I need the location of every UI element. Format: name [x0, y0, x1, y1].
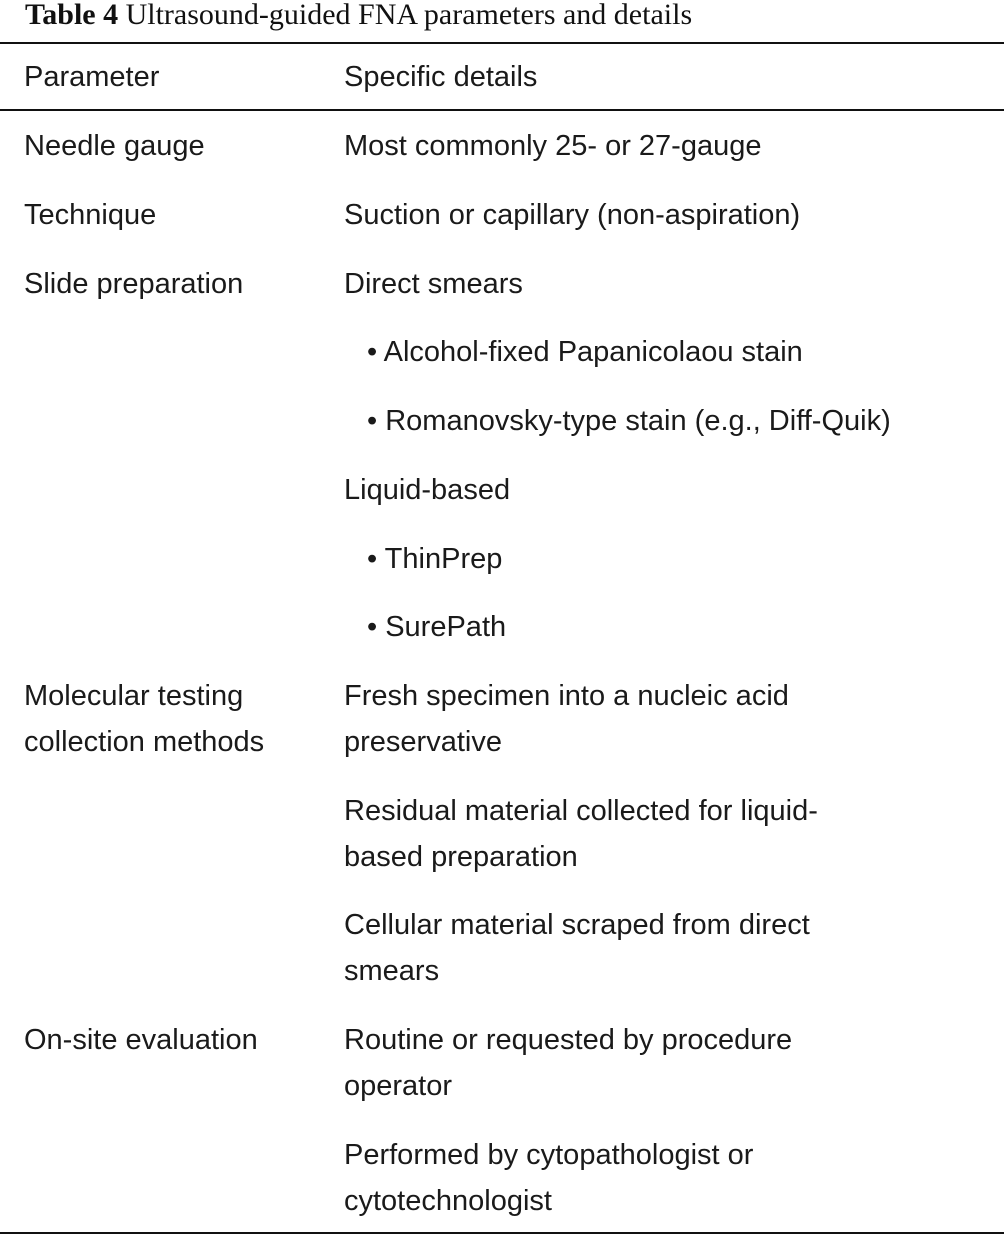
table-bottom-rule — [0, 1232, 1004, 1234]
detail-cellular-material-line-1: Cellular material scraped from direct — [344, 909, 810, 941]
detail-routine-line-1: Routine or requested by procedure — [344, 1024, 793, 1056]
column-header-parameter: Parameter — [24, 61, 160, 93]
list-item-surepath: • SurePath — [367, 611, 507, 643]
detail-residual-material-line-2: based preparation — [344, 841, 578, 873]
table-top-rule — [0, 42, 1004, 44]
detail-direct-smears: Direct smears — [344, 268, 523, 300]
detail-fresh-specimen-line-2: preservative — [344, 726, 502, 758]
table-title: Ultrasound-guided FNA parameters and details — [125, 0, 693, 31]
detail-routine-line-2: operator — [344, 1070, 453, 1102]
list-item-romanovsky: • Romanovsky-type stain (e.g., Diff-Quik) — [367, 405, 891, 437]
header-rule — [0, 109, 1004, 111]
detail-performed-by-line-2: cytotechnologist — [344, 1185, 552, 1217]
table-caption — [25, 0, 692, 34]
detail-technique: Suction or capillary (non-aspiration) — [344, 199, 801, 231]
detail-fresh-specimen-line-1: Fresh specimen into a nucleic acid — [344, 680, 789, 712]
table-number: Table 4 — [25, 0, 119, 31]
list-item-thinprep: • ThinPrep — [367, 543, 503, 575]
param-technique: Technique — [24, 199, 157, 231]
param-on-site-evaluation: On-site evaluation — [24, 1024, 258, 1056]
param-slide-preparation: Slide preparation — [24, 268, 244, 300]
list-item-papanicolaou: • Alcohol-fixed Papanicolaou stain — [367, 336, 803, 368]
param-molecular-line-2: collection methods — [24, 726, 265, 758]
param-molecular-line-1: Molecular testing — [24, 680, 244, 712]
detail-needle-gauge: Most commonly 25- or 27-gauge — [344, 130, 762, 162]
param-needle-gauge: Needle gauge — [24, 130, 205, 162]
detail-performed-by-line-1: Performed by cytopathologist or — [344, 1139, 754, 1171]
detail-liquid-based: Liquid-based — [344, 474, 511, 506]
detail-cellular-material-line-2: smears — [344, 955, 440, 987]
detail-residual-material-line-1: Residual material collected for liquid- — [344, 795, 818, 827]
column-header-details: Specific details — [344, 61, 538, 93]
